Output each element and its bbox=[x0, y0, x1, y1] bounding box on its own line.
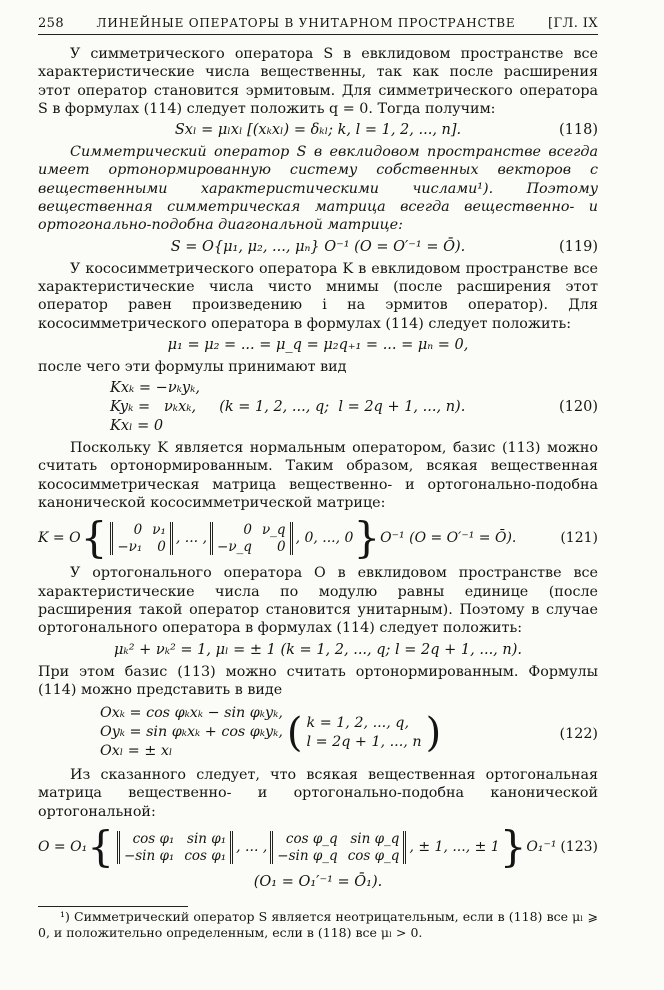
formula-122 bbox=[38, 704, 598, 761]
formula-118 bbox=[38, 121, 598, 140]
formula-119-number: (119) bbox=[559, 238, 598, 255]
formula-123-number: (123) bbox=[560, 839, 598, 856]
formula-120-line-2: Kyₖ = νₖxₖ, (k = 1, 2, ..., q; l = 2q + 1, ..., n). bbox=[110, 399, 466, 416]
formula-122-number: (122) bbox=[559, 726, 598, 743]
block-matrix-1 bbox=[110, 522, 173, 555]
formula-mu-unit bbox=[38, 641, 598, 660]
formula-121-rhs: O⁻¹ (O = O′⁻¹ = Ō). bbox=[380, 530, 517, 547]
right-paren: ) bbox=[425, 709, 442, 756]
matrix-cell: 0 bbox=[157, 538, 166, 555]
matrix-dots: , ... , bbox=[236, 839, 268, 856]
paragraph-after: после чего эти формулы принимают вид bbox=[38, 358, 347, 375]
rotation-block-1 bbox=[117, 831, 233, 864]
formula-121-lhs: K = O bbox=[38, 530, 81, 547]
formula-mu-zero-text: μ₁ = μ₂ = ... = μ_q = μ₂q₊₁ = ... = μₙ = 0, bbox=[167, 336, 469, 353]
paragraph-skew-canonical: Поскольку K является нормальным оператором, базис (113) можно считать ортонормированным. Таким образом, всякая вещественная кососимметрическая матрица вещественно- и ортогонально-подобна канонической кососимметрической матрице: bbox=[38, 440, 598, 512]
matrix-cell: cos φ₁ bbox=[184, 847, 227, 864]
matrix-cell: cos φ_q bbox=[347, 847, 400, 864]
formula-121 bbox=[38, 513, 598, 563]
matrix-cell: 0 bbox=[133, 521, 143, 538]
matrix-cell: ν₁ bbox=[152, 521, 166, 538]
footnote-divider bbox=[38, 906, 188, 907]
running-header bbox=[38, 16, 598, 35]
block-matrix-q bbox=[210, 522, 293, 555]
right-brace: } bbox=[353, 513, 381, 563]
matrix-cell: ν_q bbox=[261, 521, 286, 538]
matrix-cell: sin φ₁ bbox=[187, 830, 227, 847]
page-number: 258 bbox=[38, 16, 65, 31]
paragraph-orthogonal-canonical: Из сказанного следует, что всякая вещественная ортогональная матрица вещественно- и ортогонально-подобна канонической ортогональной: bbox=[38, 767, 598, 820]
formula-122-line-3: Oxₗ = ± xₗ bbox=[100, 743, 173, 760]
formula-mu-unit-text: μₖ² + νₖ² = 1, μₗ = ± 1 (k = 1, 2, ..., q; l = 2q + 1, ..., n). bbox=[113, 641, 523, 658]
formula-123-condition-text: (O₁ = O₁′⁻¹ = Ō₁). bbox=[253, 874, 383, 891]
formula-119-text: S = O{μ₁, μ₂, ..., μₙ} O⁻¹ (O = O′⁻¹ = Ō). bbox=[170, 238, 466, 255]
rotation-block-q bbox=[270, 831, 406, 864]
formula-123-rhs: O₁⁻¹ bbox=[526, 839, 557, 856]
formula-119 bbox=[38, 238, 598, 257]
chapter-label: [ГЛ. IX bbox=[548, 16, 598, 31]
formula-122-cond-2: l = 2q + 1, ..., n bbox=[306, 733, 422, 750]
formula-120-number: (120) bbox=[559, 399, 598, 416]
matrix-cell: −sin φ₁ bbox=[123, 847, 175, 864]
left-brace: { bbox=[80, 513, 108, 563]
formula-123-condition bbox=[38, 873, 598, 892]
formula-122-line-2: Oyₖ = sin φₖxₖ + cos φₖyₖ, bbox=[100, 724, 283, 741]
formula-120 bbox=[38, 379, 598, 436]
matrix-cell: 0 bbox=[243, 521, 252, 538]
formula-122-cond-1: k = 1, 2, ..., q, bbox=[306, 714, 410, 731]
matrix-cell: −sin φ_q bbox=[277, 847, 338, 864]
formula-122-line-1: Oxₖ = cos φₖxₖ − sin φₖyₖ, bbox=[100, 705, 283, 722]
matrix-tail: , 0, ..., 0 bbox=[295, 530, 354, 547]
formula-120-line-1: Kxₖ = −νₖyₖ, bbox=[110, 380, 201, 397]
paragraph-basis: При этом базис (113) можно считать ортонормированным. Формулы (114) можно представить в виде bbox=[38, 663, 598, 698]
right-brace: } bbox=[499, 822, 527, 872]
matrix-cell: 0 bbox=[276, 538, 286, 555]
left-brace: { bbox=[87, 822, 114, 872]
matrix-cell: −ν_q bbox=[217, 538, 252, 555]
paragraph-symmetric: У симметрического оператора S в евклидовом пространстве все характеристические числа вещественны, так как после расширения этот оператор становится эрмитовым. Для симметрического оператора S в формулах (114) следует положить q = 0. Тогда получим: bbox=[38, 46, 598, 117]
formula-121-number: (121) bbox=[560, 530, 598, 547]
formula-120-line-3: Kxₗ = 0 bbox=[110, 418, 164, 435]
header-title: ЛИНЕЙНЫЕ ОПЕРАТОРЫ В УНИТАРНОМ ПРОСТРАНСТВЕ bbox=[96, 16, 516, 30]
paragraph-symmetric-theorem: Симметрический оператор S в евклидовом пространстве всегда имеет ортонормированную систему собственных векторов с вещественными характеристическими числами¹). Поэтому вещественная симметрическая матрица всегда вещественно- и ортогонально-подобна диагональной матрице: bbox=[38, 144, 598, 234]
formula-118-number: (118) bbox=[559, 122, 598, 139]
matrix-dots: , ... , bbox=[175, 530, 208, 547]
matrix-cell: −ν₁ bbox=[117, 538, 143, 555]
book-page bbox=[38, 16, 598, 941]
matrix-cell: sin φ_q bbox=[350, 830, 400, 847]
formula-123-lhs: O = O₁ bbox=[38, 839, 88, 856]
formula-mu-zero bbox=[38, 336, 598, 355]
formula-123 bbox=[38, 822, 598, 872]
paragraph-skew: У кососимметрического оператора K в евклидовом пространстве все характеристические числа чисто мнимы (после расширения этот оператор равен произведению i на эрмитов оператор). Для кососимметрического оператора в формулах (114) следует положить: bbox=[38, 260, 598, 332]
matrix-cell: cos φ_q bbox=[285, 830, 338, 847]
matrix-tail: , ± 1, ..., ± 1 bbox=[409, 839, 500, 856]
matrix-cell: cos φ₁ bbox=[132, 830, 175, 847]
left-paren: ( bbox=[286, 709, 303, 756]
footnote: ¹) Симметрический оператор S является неотрицательным, если в (118) все μₗ ⩾ 0, и положительно определенным, если в (118) все μₗ > 0. bbox=[38, 909, 598, 941]
formula-118-text: Sxₗ = μₗxₗ [(xₖxₗ) = δₖₗ; k, l = 1, 2, ..., n]. bbox=[174, 122, 462, 139]
paragraph-orthogonal: У ортогонального оператора O в евклидовом пространстве все характеристические числа по модулю равны единице (после расширения такой оператор становится унитарным). Поэтому в случае ортогонального оператора в формулах (114) следует положить: bbox=[38, 565, 598, 637]
